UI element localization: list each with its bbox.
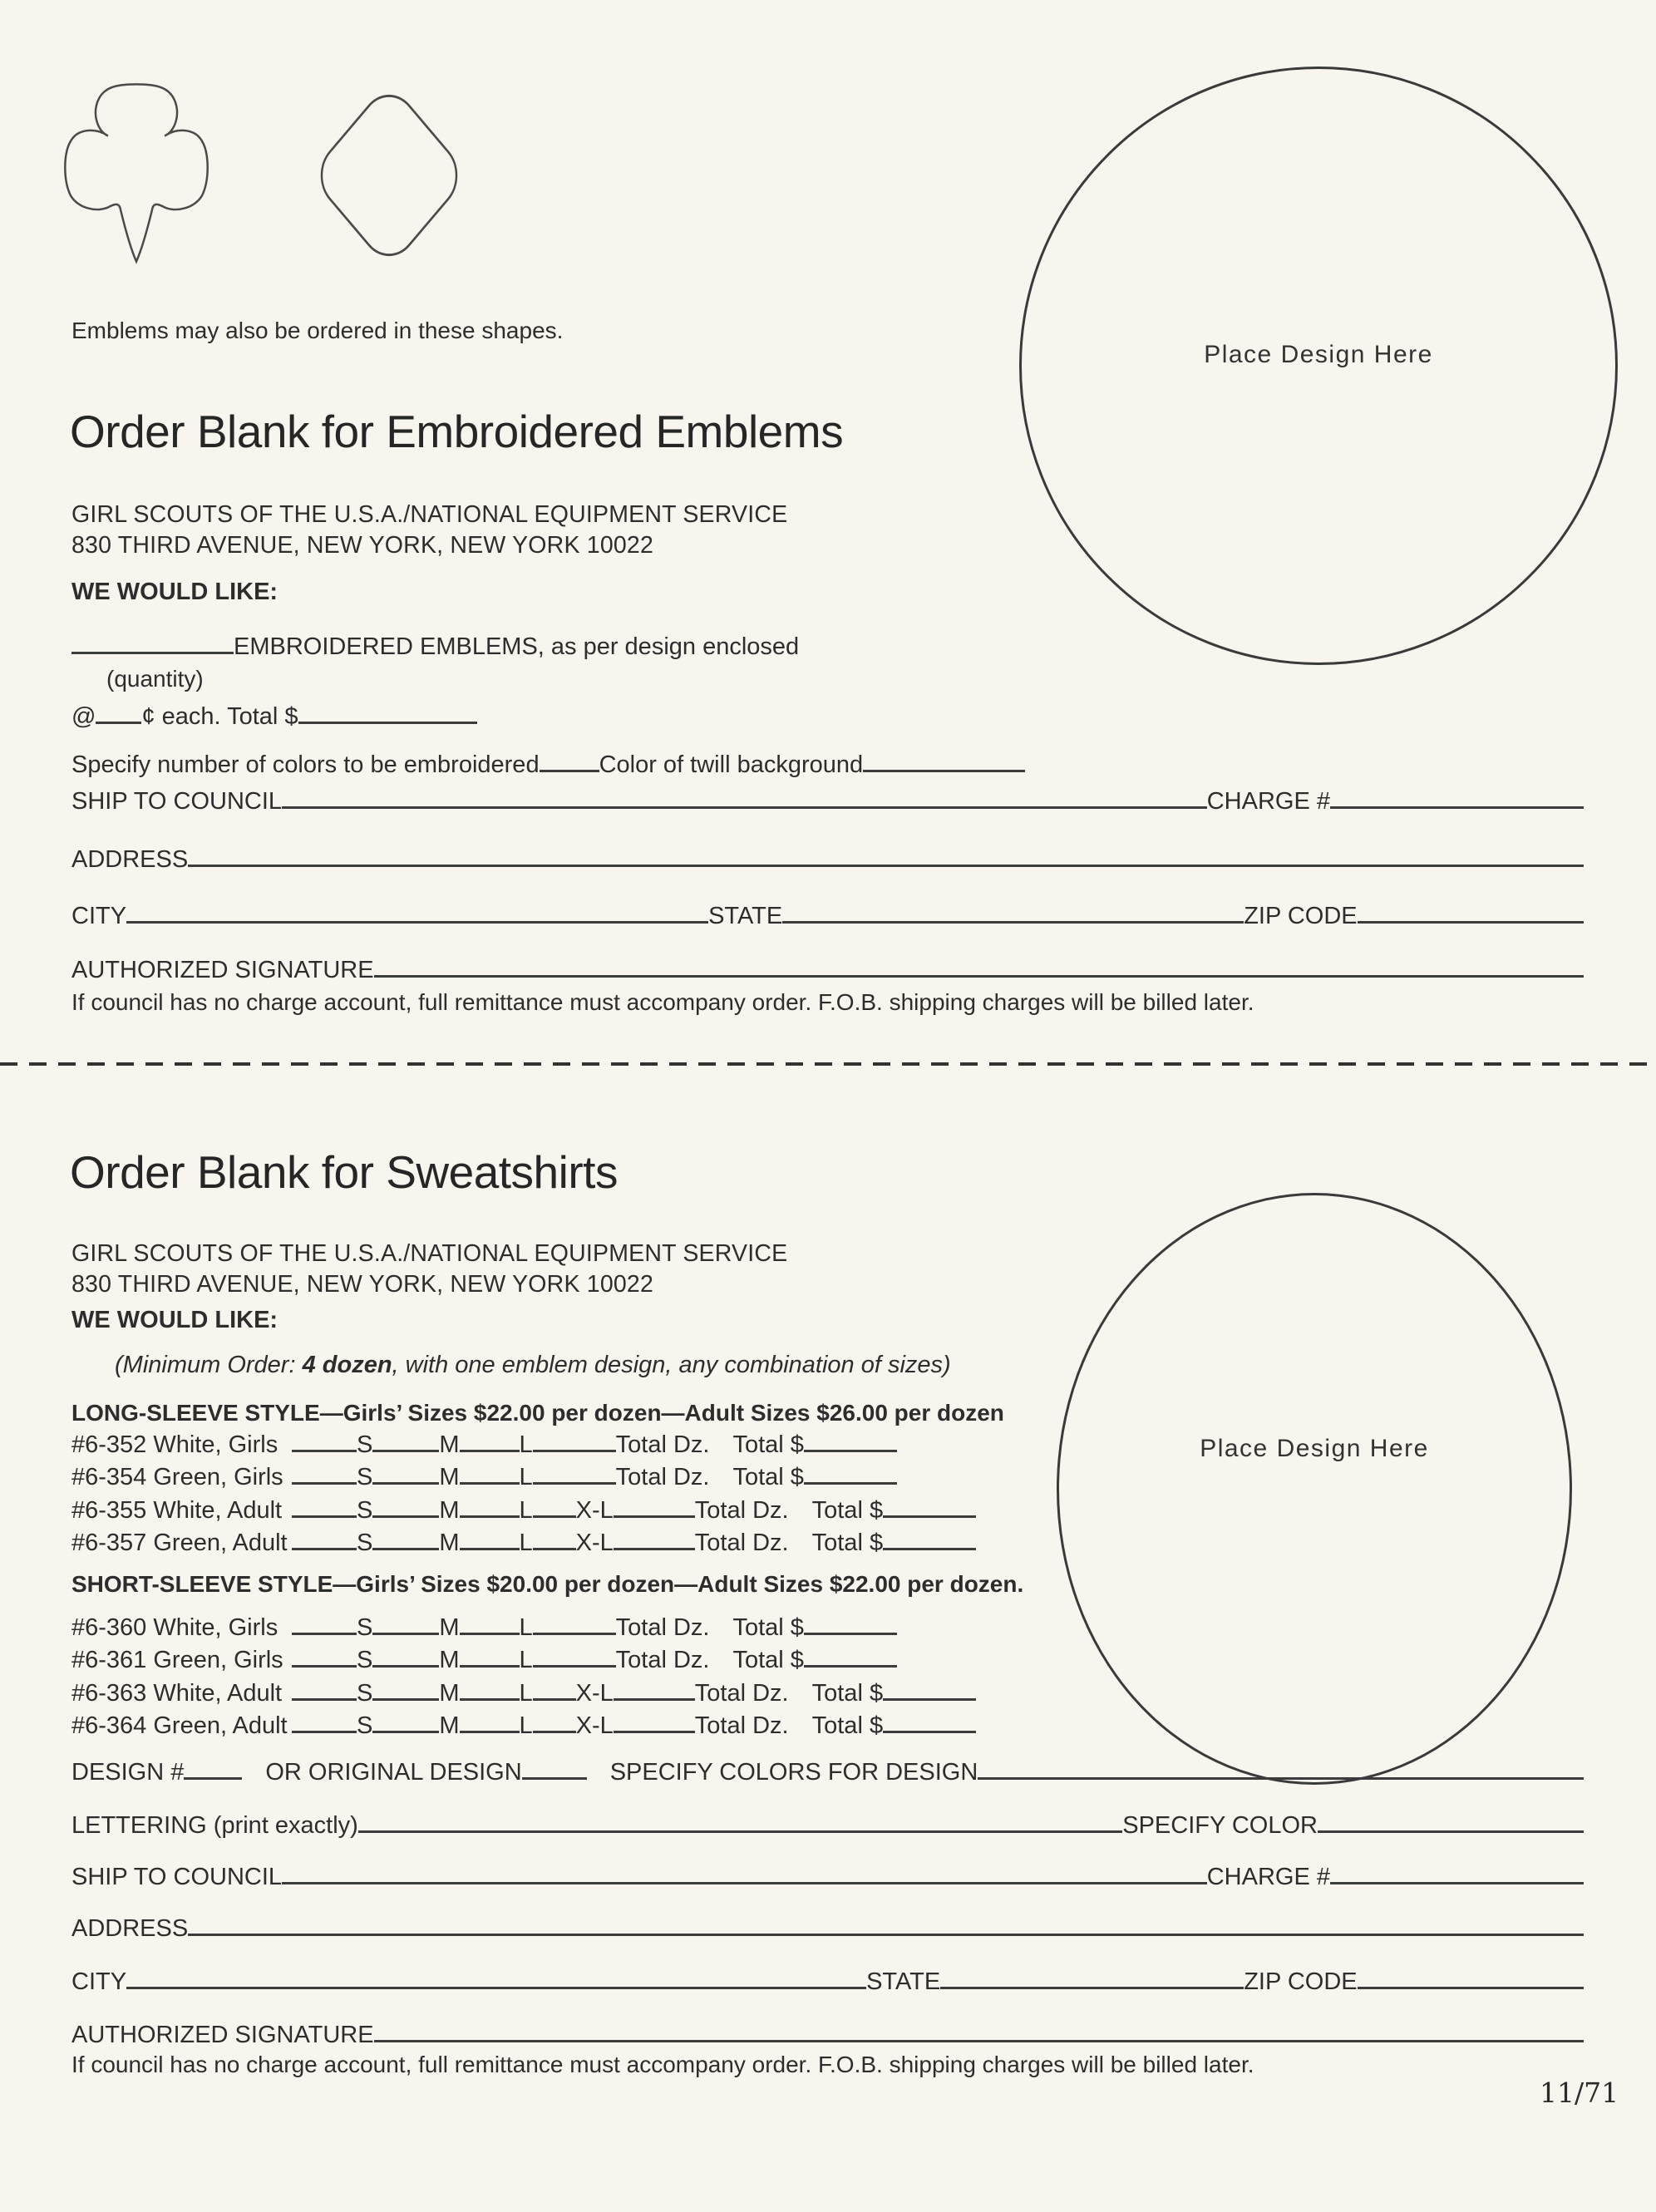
specify-colors-label: Specify number of colors to be embroidered bbox=[71, 751, 540, 778]
lettering-blank-field bbox=[358, 1807, 1122, 1833]
city-blank-field bbox=[126, 898, 708, 924]
size-m-blank-field bbox=[372, 1492, 439, 1518]
lettering-line bbox=[71, 1807, 1584, 1840]
size-l-label: L bbox=[519, 1464, 533, 1491]
ship-to-blank-field bbox=[282, 1859, 1207, 1884]
total-dozen-label: Total Dz. bbox=[615, 1613, 710, 1641]
item-number-label: #6-360 White, Girls bbox=[71, 1613, 278, 1641]
signature-blank-field bbox=[374, 2017, 1584, 2042]
sweatshirt-order-row bbox=[71, 1460, 976, 1493]
long-sleeve-header: LONG-SLEEVE STYLE—Girls’ Sizes $22.00 per dozen—Adult Sizes $26.00 per dozen bbox=[71, 1400, 1004, 1426]
signature-line bbox=[71, 2017, 1584, 2049]
size-m-blank-field bbox=[372, 1426, 439, 1452]
size-m-blank-field bbox=[372, 1708, 439, 1734]
colors-count-blank-field bbox=[540, 746, 599, 772]
at-sign-label: @ bbox=[71, 702, 96, 730]
sweatshirt-order-row bbox=[71, 1492, 976, 1525]
city-label: CITY bbox=[71, 902, 127, 929]
total-dollar-blank-field bbox=[883, 1708, 976, 1734]
org-name-line: GIRL SCOUTS OF THE U.S.A./NATIONAL EQUIPMENT SERVICE bbox=[71, 501, 788, 528]
form-date-code: 11/71 bbox=[1540, 2077, 1619, 2109]
ship-to-line bbox=[71, 1859, 1584, 1891]
total-dollar-blank-field bbox=[804, 1460, 897, 1485]
size-s-blank-field bbox=[292, 1460, 357, 1485]
size-m-blank-field bbox=[372, 1643, 439, 1668]
size-s-blank-field bbox=[292, 1426, 357, 1452]
item-number-label: #6-354 Green, Girls bbox=[71, 1464, 283, 1491]
charge-label: CHARGE # bbox=[1206, 1863, 1330, 1890]
size-xl-blank-field bbox=[533, 1675, 576, 1701]
size-m-blank-field bbox=[372, 1525, 439, 1551]
size-xl-label: X-L bbox=[575, 1679, 614, 1707]
org-street-line: 830 THIRD AVENUE, NEW YORK, NEW YORK 10022 bbox=[71, 532, 654, 559]
size-xl-blank-field bbox=[533, 1525, 576, 1551]
sweatshirts-section-title: Order Blank for Sweatshirts bbox=[70, 1146, 618, 1198]
charge-label: CHARGE # bbox=[1206, 787, 1330, 815]
design-placeholder-circle-sweatshirts bbox=[1057, 1193, 1572, 1785]
each-total-label: ¢ each. Total $ bbox=[141, 702, 298, 730]
place-design-here-label: Place Design Here bbox=[1200, 1435, 1429, 1462]
total-dollar-blank-field bbox=[804, 1643, 897, 1668]
sweatshirt-order-row bbox=[71, 1675, 976, 1708]
specify-color-label: SPECIFY COLOR bbox=[1122, 1811, 1318, 1839]
state-label: STATE bbox=[866, 1968, 941, 1995]
size-m-blank-field bbox=[372, 1675, 439, 1701]
address-label: ADDRESS bbox=[71, 845, 189, 873]
colors-line bbox=[71, 746, 1025, 779]
size-m-label: M bbox=[439, 1679, 460, 1707]
ship-to-blank-field bbox=[282, 783, 1207, 809]
charge-blank-field bbox=[1330, 783, 1584, 809]
address-blank-field bbox=[188, 841, 1584, 867]
total-dozen-label: Total Dz. bbox=[615, 1464, 710, 1491]
price-blank-field bbox=[96, 698, 141, 724]
minimum-order-quantity: 4 dozen bbox=[302, 1352, 392, 1378]
total-dollar-label: Total $ bbox=[732, 1464, 804, 1491]
item-number-label: #6-357 Green, Adult bbox=[71, 1530, 288, 1557]
twill-label: Color of twill background bbox=[599, 751, 864, 778]
long-sleeve-rows bbox=[71, 1426, 976, 1558]
org-address-block bbox=[71, 500, 787, 561]
zip-blank-field bbox=[1358, 898, 1584, 924]
shapes-caption: Emblems may also be ordered in these shapes. bbox=[71, 318, 564, 343]
short-sleeve-header: SHORT-SLEEVE STYLE—Girls’ Sizes $20.00 per dozen—Adult Sizes $22.00 per dozen. bbox=[71, 1571, 1024, 1597]
size-s-blank-field bbox=[292, 1492, 357, 1518]
state-label: STATE bbox=[708, 902, 783, 929]
address-blank-field bbox=[188, 1910, 1584, 1936]
total-dozen-label: Total Dz. bbox=[694, 1679, 789, 1707]
total-dollar-label: Total $ bbox=[732, 1431, 804, 1458]
total-dozen-label: Total Dz. bbox=[615, 1431, 710, 1458]
minimum-order-note bbox=[115, 1352, 951, 1379]
sweatshirt-order-row bbox=[71, 1426, 976, 1460]
total-dozen-label: Total Dz. bbox=[694, 1530, 789, 1557]
total-dollar-blank-field bbox=[804, 1609, 897, 1635]
charge-blank-field bbox=[1330, 1859, 1584, 1884]
size-l-blank-field bbox=[460, 1460, 520, 1485]
item-number-label: #6-363 White, Adult bbox=[71, 1679, 283, 1707]
size-s-label: S bbox=[357, 1464, 373, 1491]
design-number-blank-field bbox=[184, 1754, 242, 1780]
total-dollar-blank-field bbox=[804, 1426, 897, 1452]
tear-off-dashed-divider bbox=[0, 1062, 1656, 1066]
total-dozen-label: Total Dz. bbox=[694, 1496, 789, 1524]
zip-label: ZIP CODE bbox=[1244, 902, 1358, 929]
size-xl-blank-field bbox=[533, 1708, 576, 1734]
total-dollar-blank-field bbox=[883, 1675, 976, 1701]
size-xl-label: X-L bbox=[575, 1712, 614, 1740]
size-l-label: L bbox=[519, 1530, 533, 1557]
state-blank-field bbox=[940, 1963, 1244, 1989]
total-dozen-label: Total Dz. bbox=[694, 1712, 789, 1740]
ship-to-label: SHIP TO COUNCIL bbox=[71, 787, 283, 815]
size-xl-label: X-L bbox=[575, 1496, 614, 1524]
remittance-note: If council has no charge account, full remittance must accompany order. F.O.B. shipping charges will be billed later. bbox=[71, 989, 1254, 1015]
size-l-label: L bbox=[519, 1712, 533, 1740]
item-number-label: #6-352 White, Girls bbox=[71, 1431, 278, 1458]
quantity-line bbox=[71, 628, 799, 661]
emblems-section-title: Order Blank for Embroidered Emblems bbox=[70, 406, 844, 457]
size-xl-label: X-L bbox=[575, 1530, 614, 1557]
zip-label: ZIP CODE bbox=[1244, 1968, 1358, 1995]
signature-label: AUTHORIZED SIGNATURE bbox=[71, 956, 374, 983]
design-placeholder-circle-emblems bbox=[1019, 67, 1618, 665]
size-m-label: M bbox=[439, 1613, 460, 1641]
total-dz-blank-field bbox=[614, 1675, 695, 1701]
quantity-blank-field bbox=[71, 628, 234, 654]
design-colors-blank-field bbox=[978, 1754, 1584, 1780]
total-dollar-label: Total $ bbox=[732, 1647, 804, 1674]
signature-blank-field bbox=[374, 952, 1584, 978]
total-dz-blank-field bbox=[533, 1609, 616, 1635]
size-l-blank-field bbox=[460, 1492, 520, 1518]
org-street-line: 830 THIRD AVENUE, NEW YORK, NEW YORK 10022 bbox=[71, 1271, 654, 1298]
size-l-blank-field bbox=[460, 1609, 520, 1635]
size-xl-blank-field bbox=[533, 1492, 576, 1518]
specify-color-blank-field bbox=[1318, 1807, 1584, 1833]
size-s-blank-field bbox=[292, 1643, 357, 1668]
size-s-label: S bbox=[357, 1431, 373, 1458]
signature-label: AUTHORIZED SIGNATURE bbox=[71, 2021, 374, 2048]
short-sleeve-rows bbox=[71, 1609, 976, 1741]
total-dollar-label: Total $ bbox=[811, 1679, 884, 1707]
size-l-label: L bbox=[519, 1496, 533, 1524]
address-line bbox=[71, 841, 1584, 874]
size-s-label: S bbox=[357, 1530, 373, 1557]
place-design-here-label: Place Design Here bbox=[1204, 341, 1433, 368]
design-number-line bbox=[71, 1754, 1584, 1786]
item-number-label: #6-355 White, Adult bbox=[71, 1496, 283, 1524]
city-label: CITY bbox=[71, 1968, 127, 1995]
price-line bbox=[71, 698, 477, 731]
total-dollar-blank-field bbox=[883, 1492, 976, 1518]
specify-colors-design-label: SPECIFY COLORS FOR DESIGN bbox=[609, 1758, 978, 1786]
total-dz-blank-field bbox=[614, 1708, 695, 1734]
size-l-label: L bbox=[519, 1647, 533, 1674]
zip-blank-field bbox=[1358, 1963, 1584, 1989]
size-l-blank-field bbox=[460, 1426, 520, 1452]
total-dollar-label: Total $ bbox=[732, 1613, 804, 1641]
org-address-block bbox=[71, 1239, 787, 1300]
minimum-order-suffix: , with one emblem design, any combination of sizes) bbox=[392, 1352, 951, 1378]
size-s-label: S bbox=[357, 1712, 373, 1740]
city-state-zip-line bbox=[71, 898, 1584, 930]
original-design-blank-field bbox=[522, 1754, 587, 1780]
size-m-label: M bbox=[439, 1530, 460, 1557]
or-original-design-label: OR ORIGINAL DESIGN bbox=[265, 1758, 522, 1786]
remittance-note: If council has no charge account, full remittance must accompany order. F.O.B. shipping charges will be billed later. bbox=[71, 2052, 1254, 2077]
ship-to-line bbox=[71, 783, 1584, 815]
total-dz-blank-field bbox=[614, 1492, 695, 1518]
item-number-label: #6-361 Green, Girls bbox=[71, 1647, 283, 1674]
emblems-line-label: EMBROIDERED EMBLEMS, as per design enclosed bbox=[234, 633, 800, 660]
signature-line bbox=[71, 952, 1584, 984]
total-dz-blank-field bbox=[614, 1525, 695, 1551]
sweatshirt-order-row bbox=[71, 1525, 976, 1559]
sweatshirt-order-row bbox=[71, 1708, 976, 1742]
quantity-caption: (quantity) bbox=[106, 666, 204, 692]
trefoil-shape-icon bbox=[63, 75, 209, 269]
size-m-label: M bbox=[439, 1431, 460, 1458]
we-would-like-heading: WE WOULD LIKE: bbox=[71, 1307, 278, 1333]
size-s-blank-field bbox=[292, 1525, 357, 1551]
state-blank-field bbox=[782, 898, 1244, 924]
total-blank-field bbox=[298, 698, 477, 724]
address-line bbox=[71, 1910, 1584, 1943]
total-dz-blank-field bbox=[533, 1426, 616, 1452]
size-s-blank-field bbox=[292, 1609, 357, 1635]
size-m-blank-field bbox=[372, 1609, 439, 1635]
lettering-label: LETTERING (print exactly) bbox=[71, 1811, 358, 1839]
minimum-order-prefix: (Minimum Order: bbox=[115, 1352, 303, 1378]
city-state-zip-line bbox=[71, 1963, 1584, 1996]
design-number-label: DESIGN # bbox=[71, 1758, 185, 1786]
address-label: ADDRESS bbox=[71, 1914, 189, 1942]
org-name-line: GIRL SCOUTS OF THE U.S.A./NATIONAL EQUIPMENT SERVICE bbox=[71, 1240, 788, 1267]
size-l-blank-field bbox=[460, 1525, 520, 1551]
diamond-shape-icon bbox=[316, 80, 462, 271]
size-s-blank-field bbox=[292, 1708, 357, 1734]
size-l-label: L bbox=[519, 1431, 533, 1458]
twill-blank-field bbox=[863, 746, 1025, 772]
total-dz-blank-field bbox=[533, 1460, 616, 1485]
size-m-blank-field bbox=[372, 1460, 439, 1485]
size-l-label: L bbox=[519, 1613, 533, 1641]
size-l-label: L bbox=[519, 1679, 533, 1707]
total-dollar-blank-field bbox=[883, 1525, 976, 1551]
size-l-blank-field bbox=[460, 1643, 520, 1668]
sweatshirt-order-row bbox=[71, 1643, 976, 1676]
size-l-blank-field bbox=[460, 1675, 520, 1701]
size-m-label: M bbox=[439, 1712, 460, 1740]
size-s-label: S bbox=[357, 1647, 373, 1674]
total-dollar-label: Total $ bbox=[811, 1496, 884, 1524]
sweatshirt-order-row bbox=[71, 1609, 976, 1643]
size-m-label: M bbox=[439, 1647, 460, 1674]
size-s-label: S bbox=[357, 1613, 373, 1641]
size-s-label: S bbox=[357, 1679, 373, 1707]
size-s-label: S bbox=[357, 1496, 373, 1524]
size-m-label: M bbox=[439, 1496, 460, 1524]
total-dollar-label: Total $ bbox=[811, 1712, 884, 1740]
we-would-like-heading: WE WOULD LIKE: bbox=[71, 579, 278, 605]
size-l-blank-field bbox=[460, 1708, 520, 1734]
city-blank-field bbox=[126, 1963, 866, 1989]
total-dz-blank-field bbox=[533, 1643, 616, 1668]
size-m-label: M bbox=[439, 1464, 460, 1491]
item-number-label: #6-364 Green, Adult bbox=[71, 1712, 288, 1740]
total-dollar-label: Total $ bbox=[811, 1530, 884, 1557]
total-dozen-label: Total Dz. bbox=[615, 1647, 710, 1674]
size-s-blank-field bbox=[292, 1675, 357, 1701]
ship-to-label: SHIP TO COUNCIL bbox=[71, 1863, 283, 1890]
